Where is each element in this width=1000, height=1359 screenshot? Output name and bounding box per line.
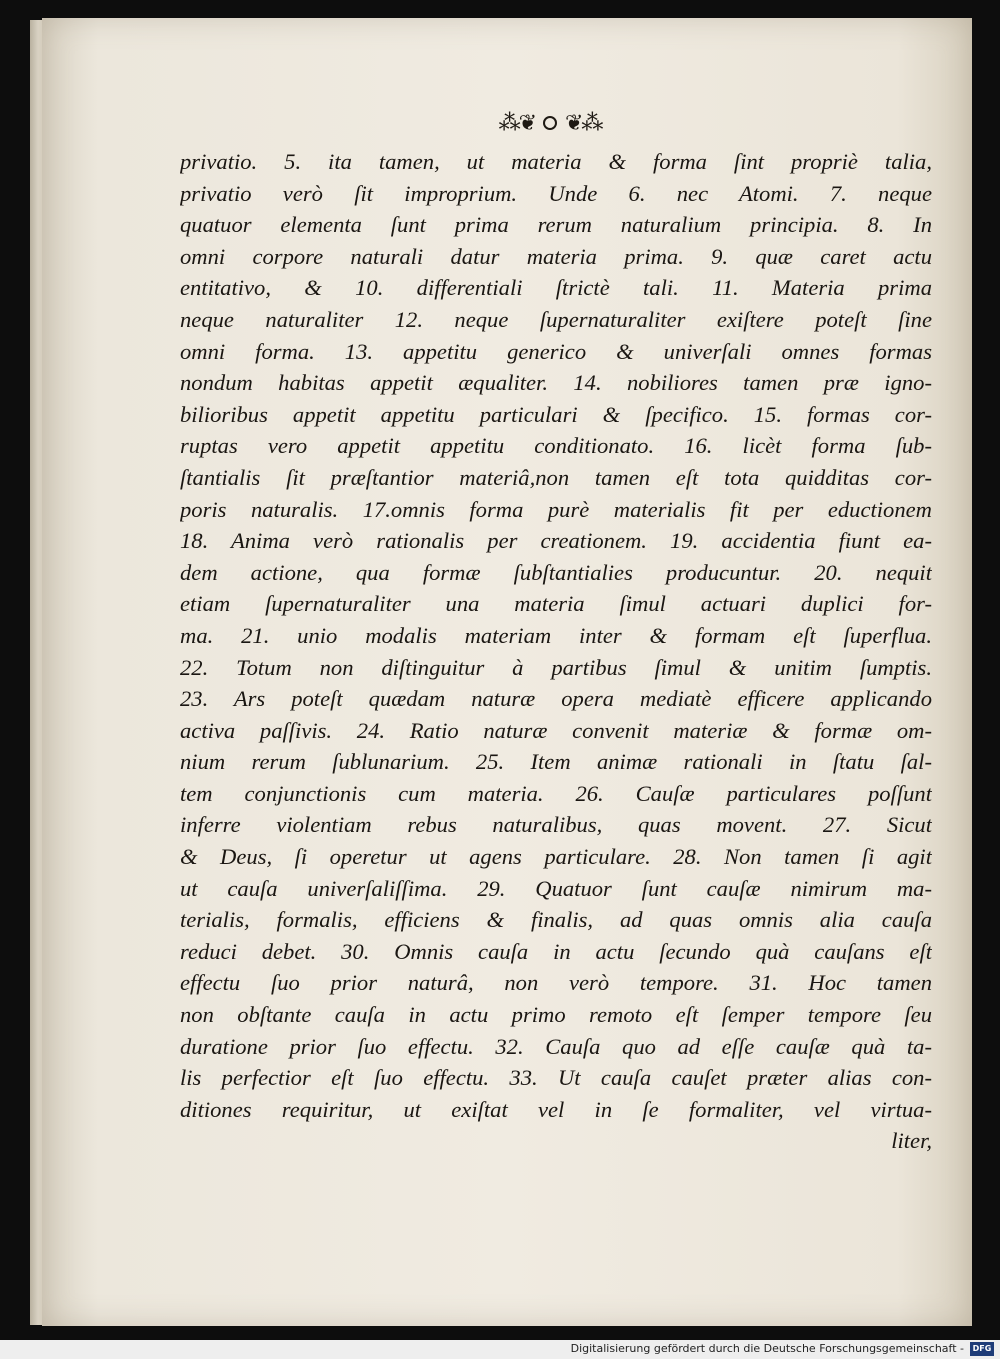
text-line: dem actione, qua formæ ſubſtantialies producuntur. 20. nequit: [180, 559, 932, 585]
text-line: ma. 21. unio modalis materiam inter & formam eſt ſuperflua.: [180, 622, 932, 648]
text-line: 22. Totum non diſtinguitur à partibus ſimul & unitim ſumptis.: [180, 654, 932, 680]
text-line: 18. Anima verò rationalis per creationem. 19. accidentia fiunt ea-: [180, 528, 932, 554]
text-line: poris naturalis. 17.omnis forma purè materialis fit per eductionem: [180, 496, 932, 522]
text-line: effectu ſuo prior naturâ, non verò tempore. 31. Hoc tamen: [180, 970, 932, 996]
text-line: entitativo, & 10. differentiali ſtrictè tali. 11. Materia prima: [180, 275, 932, 301]
text-line: & Deus, ſi operetur ut agens particulare. 28. Non tamen ſi agit: [180, 844, 932, 870]
text-line: privatio. 5. ita tamen, ut materia & forma ſint propriè talia,: [180, 149, 932, 174]
text-line: nondum habitas appetit æqualiter. 14. nobiliores tamen præ igno-: [180, 370, 932, 396]
text-line: etiam ſupernaturaliter una materia ſimul actuari duplici for-: [180, 591, 932, 617]
text-line: duratione prior ſuo effectu. 32. Cauſa quo ad eſſe cauſæ quà ta-: [180, 1033, 932, 1059]
text-line: 23. Ars poteſt quædam naturæ opera mediatè efficere applicando: [180, 686, 932, 712]
text-line: liter,: [891, 1128, 932, 1154]
text-line: ruptas vero appetit appetitu conditionato. 16. licèt forma ſub-: [180, 433, 932, 459]
text-line: omni corpore naturali datur materia prima. 9. quæ caret actu: [180, 243, 932, 269]
dfg-logo: DFG: [970, 1342, 994, 1356]
text-line: non obſtante cauſa in actu primo remoto eſt ſemper tempore ſeu: [180, 1002, 932, 1028]
footer-bar: [0, 1340, 1000, 1359]
text-line: tem conjunctionis cum materia. 26. Cauſæ particulares poſſunt: [180, 780, 932, 806]
ornament-left: ⁂❦: [498, 110, 535, 136]
text-line: quatuor elementa ſunt prima rerum naturalium principia. 8. In: [180, 212, 932, 238]
text-line: ſtantialis ſit præſtantior materiâ,non tamen eſt tota quidditas cor-: [180, 464, 932, 490]
text-line: lis perfectior eſt ſuo effectu. 33. Ut cauſa cauſet præter alias con-: [180, 1065, 932, 1091]
text-line: activa paſſivis. 24. Ratio naturæ convenit materiæ & formæ om-: [180, 717, 932, 743]
text-line: neque naturaliter 12. neque ſupernaturaliter exiſtere poteſt ſine: [180, 306, 932, 332]
text-line: bilioribus appetit appetitu particulari & ſpecifico. 15. formas cor-: [180, 401, 932, 427]
text-line: omni forma. 13. appetitu generico & univerſali omnes formas: [180, 338, 932, 364]
text-line: inferre violentiam rebus naturalibus, quas movent. 27. Sicut: [180, 812, 932, 838]
text-line: reduci debet. 30. Omnis cauſa in actu ſecundo quà cauſans eſt: [180, 938, 932, 964]
ornament-right: ❦⁂: [565, 110, 602, 136]
text-line: nium rerum ſublunarium. 25. Item animæ rationali in ſtatu ſal-: [180, 749, 932, 775]
header-ornament: [470, 108, 630, 138]
body-text: [180, 146, 932, 1157]
text-line: privatio verò ſit improprium. Unde 6. nec Atomi. 7. neque: [180, 180, 932, 206]
ornament-circle: [543, 116, 557, 130]
text-line: ditiones requiritur, ut exiſtat vel in ſe formaliter, vel virtua-: [180, 1096, 932, 1122]
text-line: ut cauſa univerſaliſſima. 29. Quatuor ſunt cauſæ nimirum ma-: [180, 875, 932, 901]
footer-credit: Digitalisierung gefördert durch die Deutsche Forschungsgemeinschaft -: [570, 1342, 964, 1355]
text-line: terialis, formalis, efficiens & finalis, ad quas omnis alia cauſa: [180, 907, 932, 933]
